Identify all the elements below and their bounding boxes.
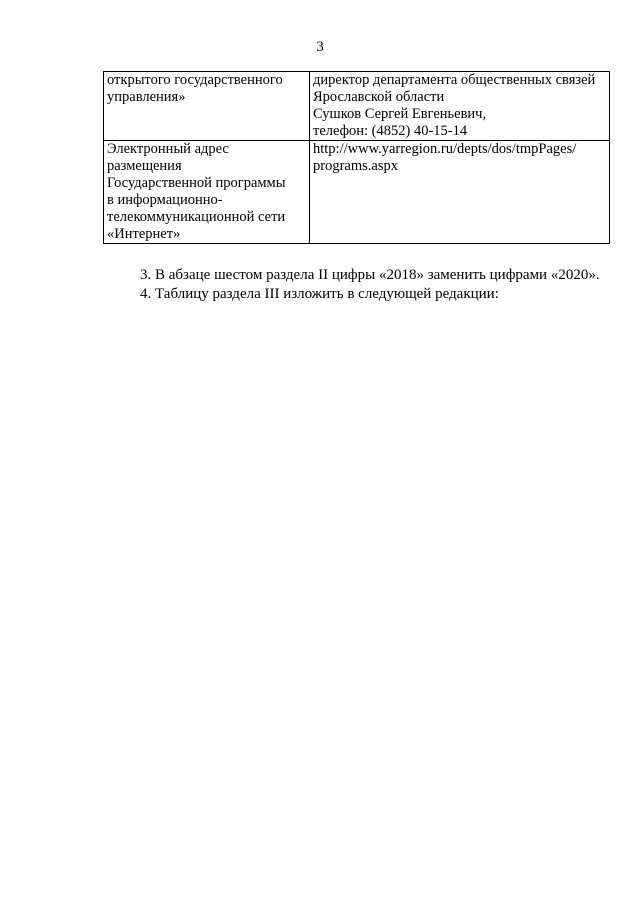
cell-line: телефон: (4852) 40-15-14 bbox=[313, 123, 468, 139]
cell-line: «Интернет» bbox=[107, 226, 181, 242]
cell-line: размещения bbox=[107, 158, 182, 174]
cell-line: Государственной программы bbox=[107, 175, 286, 191]
table-cell-value bbox=[310, 141, 610, 244]
page-number: 3 bbox=[316, 39, 324, 55]
program-url-line: programs.aspx bbox=[313, 158, 398, 174]
table-row bbox=[104, 72, 610, 141]
cell-line: телекоммуникационной сети bbox=[107, 209, 286, 225]
cell-line: Сушков Сергей Евгеньевич, bbox=[313, 106, 487, 122]
cell-line: директор департамента общественных связей bbox=[313, 72, 596, 88]
passport-table bbox=[103, 71, 610, 244]
table-cell-label bbox=[104, 141, 310, 244]
cell-line: открытого государственного bbox=[107, 72, 283, 88]
table-cell-value bbox=[310, 72, 610, 141]
cell-line: Ярославской области bbox=[313, 89, 445, 105]
table-row bbox=[104, 141, 610, 244]
paragraph-item-3: 3. В абзаце шестом раздела II цифры «2018» заменить цифрами «2020». bbox=[140, 267, 600, 283]
program-url-line: http://www.yarregion.ru/depts/dos/tmpPages/ bbox=[313, 141, 577, 157]
cell-line: Электронный адрес bbox=[107, 141, 229, 157]
table-cell-label bbox=[104, 72, 310, 141]
cell-line: управления» bbox=[107, 89, 186, 105]
paragraph-item-4: 4. Таблицу раздела III изложить в следующей редакции: bbox=[140, 286, 499, 302]
cell-line: в информационно- bbox=[107, 192, 223, 208]
